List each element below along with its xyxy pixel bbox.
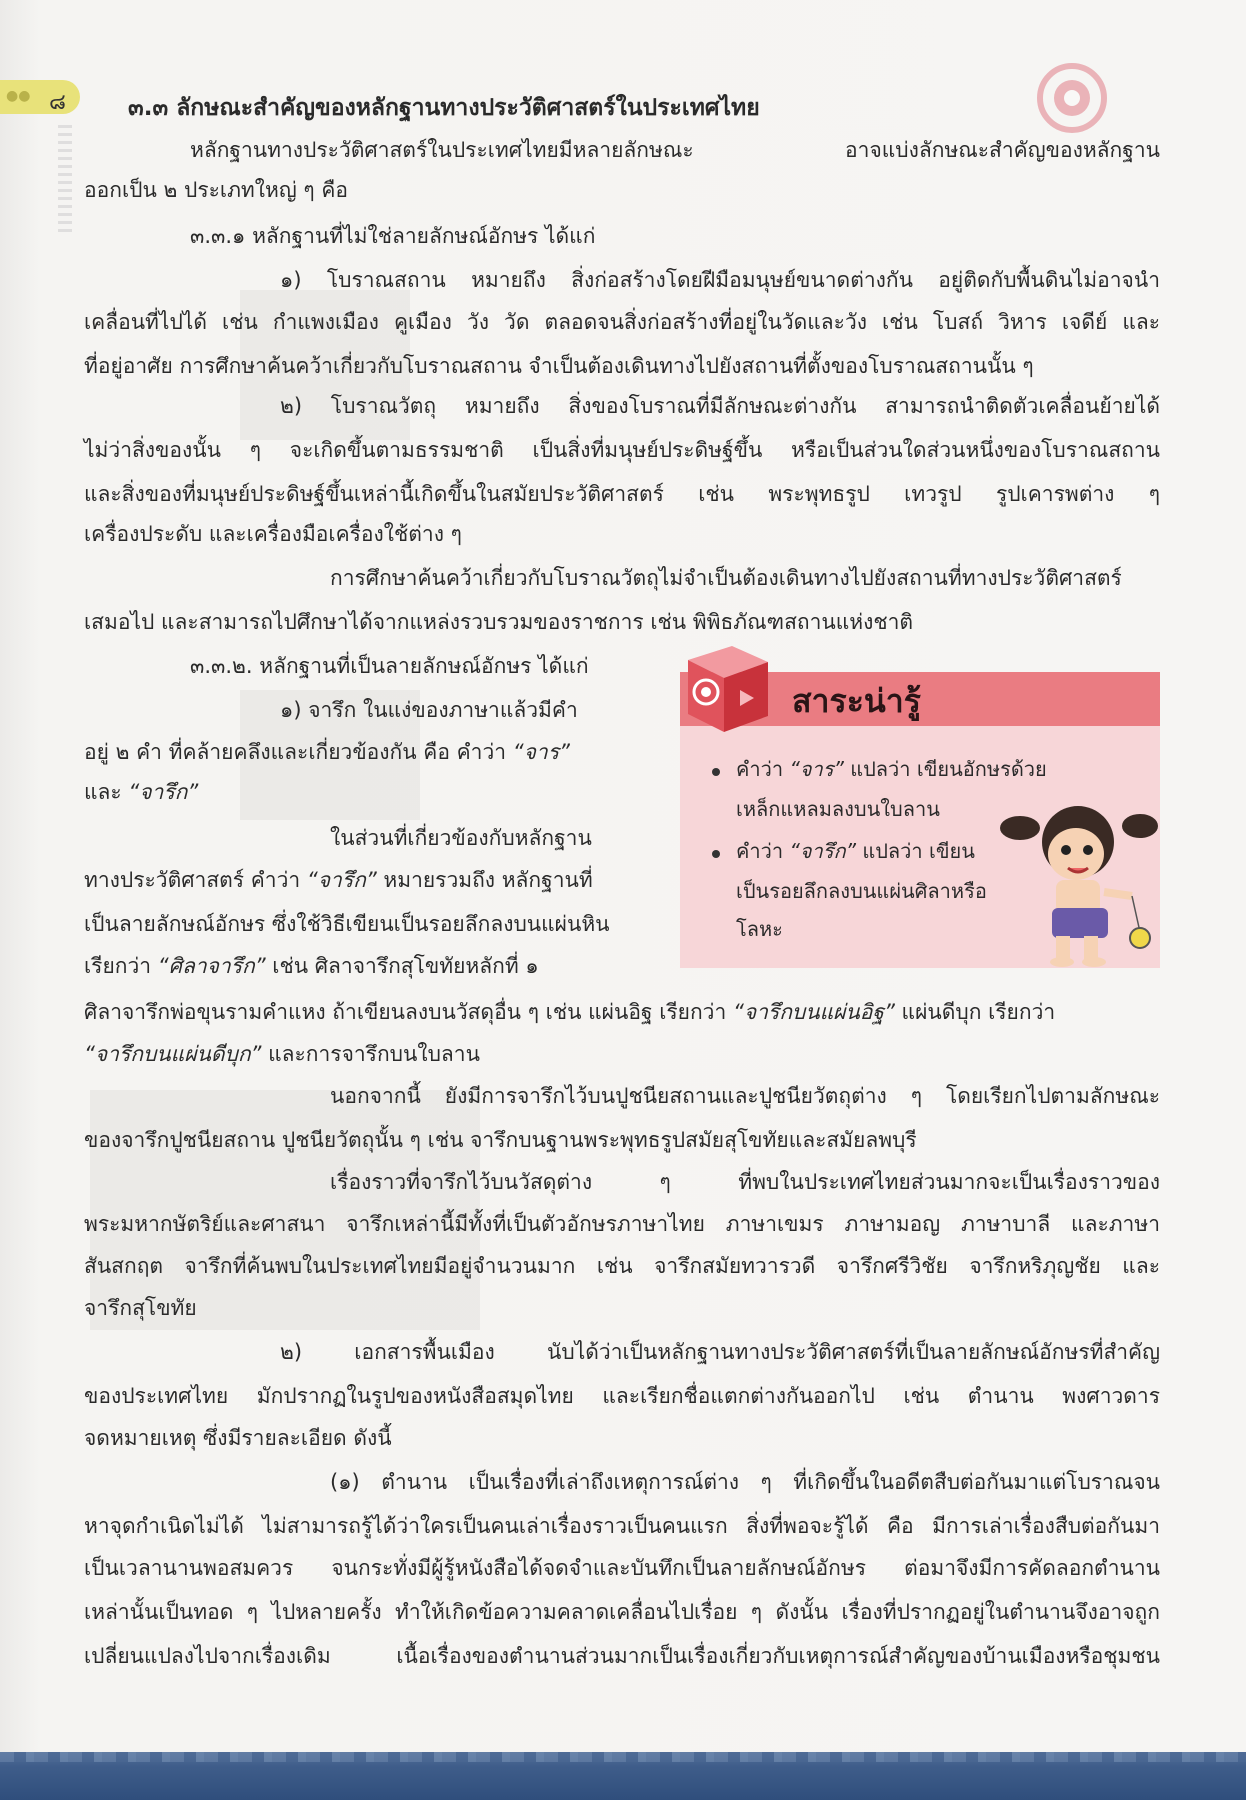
text-run: แปลว่า เขียน xyxy=(855,839,975,863)
page-number-tab xyxy=(0,80,80,114)
bullet-icon xyxy=(712,850,720,858)
info-box-title: สาระน่ารู้ xyxy=(792,682,921,720)
paragraph-line xyxy=(84,996,1055,1028)
paragraph-line xyxy=(84,776,198,808)
subsection-heading: ๓.๓.๒. หลักฐานที่เป็นลายลักษณ์อักษร ได้แก่ xyxy=(190,654,589,678)
text-run: และการจารึกบนใบลาน xyxy=(261,1042,480,1066)
text-run: แผ่นดีบุก เรียกว่า xyxy=(894,1000,1056,1024)
paragraph-line: หาจุดกำเนิดไม่ได้ ไม่สามารถรู้ได้ว่าใครเป็นคนเล่าเรื่องราวเป็นคนแรก สิ่งที่พอจะรู้ได้ คือ มีการเล่าเรื่องสืบต่อกันมา xyxy=(84,1514,1160,1538)
paragraph-line: (๑) ตำนาน เป็นเรื่องที่เล่าถึงเหตุการณ์ต่าง ๆ ที่เกิดขึ้นในอดีตสืบต่อกันมาแต่โบราณจน xyxy=(330,1470,1160,1494)
section-heading: ๓.๓ ลักษณะสำคัญของหลักฐานทางประวัติศาสตร์ในประเทศไทย xyxy=(128,95,760,121)
paragraph-line: สันสกฤต จารึกที่ค้นพบในประเทศไทยมีอยู่จำนวนมาก เช่น จารึกสมัยทวารวดี จารึกศรีวิชัย จารึกหริภุญชัย และ xyxy=(84,1254,1160,1278)
emphasis-term: “จารึกบนแผ่นอิฐ” xyxy=(732,1000,895,1024)
paragraph-line xyxy=(84,864,593,896)
emphasis-term: “จาร” xyxy=(512,740,570,764)
paragraph-line: พระมหากษัตริย์และศาสนา จารึกเหล่านี้มีทั้งที่เป็นตัวอักษรภาษาไทย ภาษาเขมร ภาษามอญ ภาษาบาลี และภาษา xyxy=(84,1212,1160,1236)
paragraph-line: เคลื่อนที่ไปได้ เช่น กำแพงเมือง คูเมือง วัง วัด ตลอดจนสิ่งก่อสร้างที่อยู่ในวัดและวัง เช่น โบสถ์ วิหาร เจดีย์ และ xyxy=(84,310,1160,334)
emphasis-term: “จารึก” xyxy=(789,839,856,863)
text-run: หมายรวมถึง หลักฐานที่ xyxy=(376,868,593,892)
emphasis-term: “จารึก” xyxy=(306,868,377,892)
bottom-border xyxy=(0,1752,1246,1800)
paragraph-line: เสมอไป และสามารถไปศึกษาได้จากแหล่งรวบรวมของราชการ เช่น พิพิธภัณฑสถานแห่งชาติ xyxy=(84,610,914,634)
paragraph-line: ของจารึกปูชนียสถาน ปูชนียวัตถุนั้น ๆ เช่น จารึกบนฐานพระพุทธรูปสมัยสุโขทัยและสมัยลพบุรี xyxy=(84,1128,917,1152)
paragraph-line: การศึกษาค้นคว้าเกี่ยวกับโบราณวัตถุไม่จำเป็นต้องเดินทางไปยังสถานที่ทางประวัติศาสตร์ xyxy=(330,566,1122,590)
bullet-icon xyxy=(712,768,720,776)
text-run: ศิลาจารึกพ่อขุนรามคำแหง ถ้าเขียนลงบนวัสดุอื่น ๆ เช่น แผ่นอิฐ เรียกว่า xyxy=(84,1000,733,1024)
text-run: เช่น ศิลาจารึกสุโขทัยหลักที่ ๑ xyxy=(265,954,539,978)
paragraph-line: และสิ่งของที่มนุษย์ประดิษฐ์ขึ้นเหล่านี้เกิดขึ้นในสมัยประวัติศาสตร์ เช่น พระพุทธรูป เทวรูป รูปเคารพต่าง ๆ xyxy=(84,482,1160,506)
paragraph-line: นอกจากนี้ ยังมีการจารึกไว้บนปูชนียสถานและปูชนียวัตถุต่าง ๆ โดยเรียกไปตามลักษณะ xyxy=(330,1084,1160,1108)
text-run: แปลว่า เขียนอักษรด้วย xyxy=(843,757,1047,781)
info-box-line: เหล็กแหลมลงบนใบลาน xyxy=(736,797,940,821)
text-run: คำว่า xyxy=(736,839,790,863)
paragraph-line xyxy=(84,950,539,982)
paragraph-line: หลักฐานทางประวัติศาสตร์ในประเทศไทยมีหลายลักษณะ อาจแบ่งลักษณะสำคัญของหลักฐาน xyxy=(190,138,1160,162)
emphasis-term: “จารึก” xyxy=(128,780,199,804)
paragraph-line: เป็นเวลานานพอสมควร จนกระทั่งมีผู้รู้หนังสือได้จดจำและบันทึกเป็นลายลักษณ์อักษร ต่อมาจึงมีการคัดลอกตำนาน xyxy=(84,1556,1160,1580)
page-number: ๘ xyxy=(49,90,66,115)
paragraph-line: จดหมายเหตุ ซึ่งมีรายละเอียด ดังนี้ xyxy=(84,1426,392,1450)
paragraph-line: เหล่านั้นเป็นทอด ๆ ไปหลายครั้ง ทำให้เกิดข้อความคลาดเคลื่อนไปเรื่อย ๆ ดังนั้น เรื่องที่ปรากฏอยู่ในตำนานจึงอาจถูก xyxy=(84,1600,1160,1624)
publisher-logo-icon xyxy=(1032,58,1112,138)
paragraph-line: เป็นลายลักษณ์อักษร ซึ่งใช้วิธีเขียนเป็นรอยลึกลงบนแผ่นหิน xyxy=(84,912,610,936)
paragraph-line: เปลี่ยนแปลงไปจากเรื่องเดิม เนื้อเรื่องของตำนานส่วนมากเป็นเรื่องเกี่ยวกับเหตุการณ์สำคัญของบ้านเมืองหรือชุมชน xyxy=(84,1644,1160,1668)
emphasis-term: “จาร” xyxy=(789,757,844,781)
text-run: คำว่า xyxy=(736,757,790,781)
info-box-line: เป็นรอยลึกลงบนแผ่นศิลาหรือ xyxy=(736,879,987,903)
cartoon-girl-yoyo xyxy=(1000,792,1160,972)
paragraph-line: ที่อยู่อาศัย การศึกษาค้นคว้าเกี่ยวกับโบราณสถาน จำเป็นต้องเดินทางไปยังสถานที่ตั้งของโบราณสถานนั้น ๆ xyxy=(84,354,1034,378)
info-box-line: โลหะ xyxy=(736,917,783,941)
text-run: และ xyxy=(84,780,129,804)
paragraph-line: ๑) จารึก ในแง่ของภาษาแล้วมีคำ xyxy=(280,698,578,722)
paragraph-line: ของประเทศไทย มักปรากฏในรูปของหนังสือสมุดไทย และเรียกชื่อแตกต่างกันออกไป เช่น ตำนาน พงศาวดาร xyxy=(84,1384,1160,1408)
paragraph-line: ๒) โบราณวัตถุ หมายถึง สิ่งของโบราณที่มีลักษณะต่างกัน สามารถนำติดตัวเคลื่อนย้ายได้ xyxy=(280,394,1160,418)
emphasis-term: “จารึกบนแผ่นดีบุก” xyxy=(84,1042,262,1066)
paragraph-line: เครื่องประดับ และเครื่องมือเครื่องใช้ต่าง ๆ xyxy=(84,522,462,546)
target-cube-icon xyxy=(682,640,774,736)
paragraph-line xyxy=(84,736,570,768)
paragraph-line: ๑) โบราณสถาน หมายถึง สิ่งก่อสร้างโดยฝีมือมนุษย์ขนาดต่างกัน อยู่ติดกับพื้นดินไม่อาจนำ xyxy=(280,268,1160,292)
emphasis-term: “ศิลาจารึก” xyxy=(157,954,266,978)
paragraph-line: ในส่วนที่เกี่ยวข้องกับหลักฐาน xyxy=(330,826,592,850)
text-run: อยู่ ๒ คำ ที่คล้ายคลึงและเกี่ยวข้องกัน คือ คำว่า xyxy=(84,740,513,764)
subsection-heading: ๓.๓.๑ หลักฐานที่ไม่ใช่ลายลักษณ์อักษร ได้แก่ xyxy=(190,224,596,248)
info-box-line xyxy=(736,754,1047,784)
tab-dots-icon: ●● xyxy=(6,88,31,104)
paragraph-line: ไม่ว่าสิ่งของนั้น ๆ จะเกิดขึ้นตามธรรมชาติ เป็นสิ่งที่มนุษย์ประดิษฐ์ขึ้น หรือเป็นส่วนใดส่วนหนึ่งของโบราณสถาน xyxy=(84,438,1160,462)
paragraph-line: ๒) เอกสารพื้นเมือง นับได้ว่าเป็นหลักฐานทางประวัติศาสตร์ที่เป็นลายลักษณ์อักษรที่สำคัญ xyxy=(280,1340,1160,1364)
text-run: ทางประวัติศาสตร์ คำว่า xyxy=(84,868,307,892)
paragraph-line: จารึกสุโขทัย xyxy=(84,1296,197,1320)
paragraph-line: เรื่องราวที่จารึกไว้บนวัสดุต่าง ๆ ที่พบในประเทศไทยส่วนมากจะเป็นเรื่องราวของ xyxy=(330,1170,1160,1194)
text-run: เรียกว่า xyxy=(84,954,158,978)
info-box-line xyxy=(736,836,975,866)
paragraph-line: ออกเป็น ๒ ประเภทใหญ่ ๆ คือ xyxy=(84,178,349,202)
paragraph-line xyxy=(84,1038,480,1070)
side-margin-text xyxy=(58,125,72,235)
